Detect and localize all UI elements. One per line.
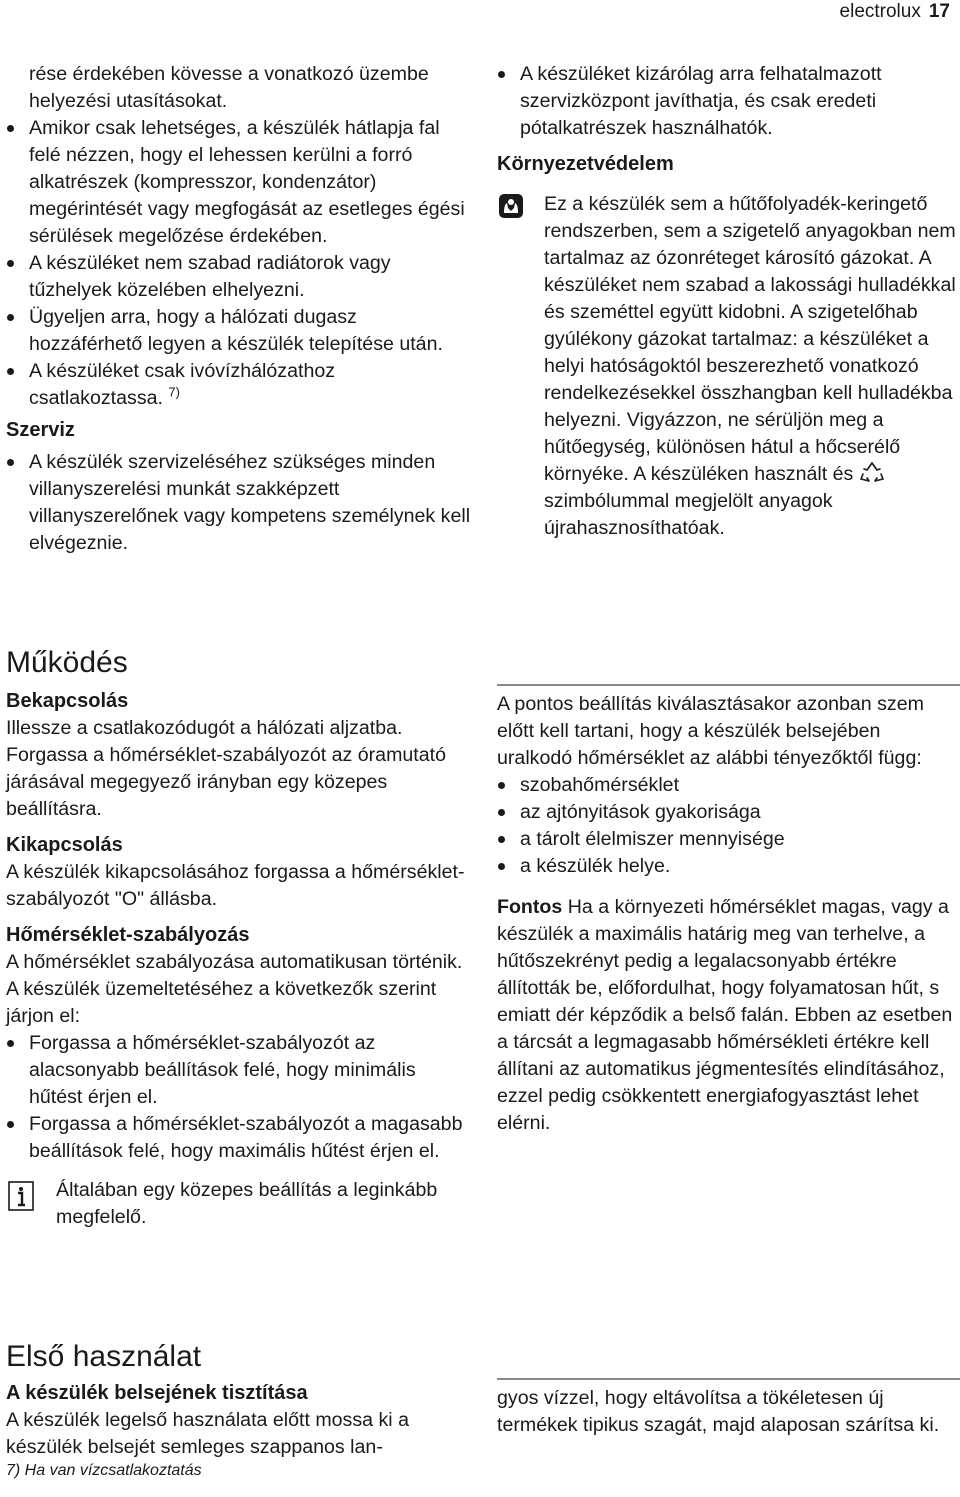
- info-text: Általában egy közepes beállítás a leginkább megfelelő.: [56, 1179, 438, 1228]
- list-item: a tárolt élelmiszer mennyisége: [497, 826, 957, 853]
- cleaning-heading: A készülék belsejének tisztítása: [6, 1382, 308, 1404]
- brand-name: electrolux: [839, 1, 921, 22]
- operation-right-column: [497, 691, 957, 1137]
- list-item: [6, 358, 471, 412]
- section-divider: [497, 1378, 960, 1380]
- safety-left-column: [6, 61, 471, 557]
- safety-right-column: [497, 61, 957, 542]
- important-label: Fontos: [497, 896, 563, 918]
- list-item: szobahőmérséklet: [497, 772, 957, 799]
- temperature-bullet-list: [6, 1030, 471, 1165]
- list-item: Forgassa a hőmérséklet-szabályozót a magasabb beállítások felé, hogy maximális hűtést érjen el.: [6, 1111, 471, 1165]
- environment-note: [497, 191, 957, 542]
- list-item: Ügyeljen arra, hogy a hálózati dugasz hozzáférhető legyen a készülék telepítése után.: [6, 304, 471, 358]
- environment-text-part: szimbólummal megjelölt anyagok újrahasznosíthatóak.: [544, 490, 833, 539]
- switch-off-text: A készülék kikapcsolásához forgassa a hőmérséklet-szabályozót "O" állásba.: [6, 861, 465, 910]
- temperature-heading: Hőmérséklet-szabályozás: [6, 924, 250, 946]
- page-header: [840, 0, 950, 24]
- info-note: [6, 1177, 471, 1231]
- switch-on-text: Illessze a csatlakozódugót a hálózati aljzatba. Forgassa a hőmérséklet-szabályozót az óramutató járásával megegyező irányban egy közepes beállításra.: [6, 717, 446, 820]
- section-divider: [497, 684, 960, 686]
- temperature-text: A készülék üzemeltetéséhez a következők szerint járjon el:: [6, 978, 437, 1027]
- info-icon: [8, 1181, 34, 1211]
- environment-text: [544, 191, 957, 542]
- environment-text-part: Ez a készülék sem a hűtőfolyadék-keringető rendszerben, sem a szigetelő anyagokban nem tartalmaz az ózonréteget károsító gázokat. A készüléket nem szabad a lakossági hulladékkal és szeméttel együtt kidobni. A szigetelőhab gyúlékony gázokat tartalmaz: a készüléket a helyi hatóságoktól beszerezhető vonatkozó rendelkezésekkel összhangban kell hulladékba helyezni. Vigyázzon, ne sérüljön meg a hűtőegység, különösen hátul a hőcserélő környéke. A készüléken használt és: [544, 193, 956, 485]
- footnote: 7) Ha van vízcsatlakoztatás: [6, 1462, 202, 1479]
- switch-off-heading: Kikapcsolás: [6, 834, 123, 856]
- important-note: [497, 894, 957, 1137]
- list-item: a készülék helye.: [497, 853, 957, 880]
- list-item: A készüléket nem szabad radiátorok vagy tűzhelyek közelében elhelyezni.: [6, 250, 471, 304]
- eco-hands-icon: [499, 194, 523, 218]
- cleaning-text: A készülék legelső használata előtt mossa ki a készülék belsejét semleges szappanos lan-: [6, 1409, 409, 1458]
- temperature-text: A hőmérséklet szabályozása automatikusan történik.: [6, 951, 463, 973]
- first-use-left-column: [6, 1338, 471, 1481]
- service-bullet-list-right: [497, 61, 957, 142]
- page-number: 17: [928, 1, 950, 22]
- list-item-text: A készüléket csak ivóvízhálózathoz csatlakoztassa.: [29, 360, 336, 409]
- list-item: A készüléket kizárólag arra felhatalmazott szervizközpont javíthatja, és csak eredeti pótalkatrészek használhatók.: [497, 61, 957, 142]
- operation-left-column: [6, 644, 471, 1231]
- switch-on-heading: Bekapcsolás: [6, 690, 129, 712]
- settings-intro: A pontos beállítás kiválasztásakor azonban szem előtt kell tartani, hogy a készülék belsejében uralkodó hőmérséklet az alábbi tényezőktől függ:: [497, 693, 924, 769]
- intro-continuation: rése érdekében kövesse a vonatkozó üzembe helyezési utasításokat.: [29, 63, 429, 112]
- list-item: az ajtónyitások gyakorisága: [497, 799, 957, 826]
- service-heading: Szerviz: [6, 419, 75, 441]
- service-bullet-list: [6, 449, 471, 557]
- first-use-right-column: [497, 1385, 957, 1439]
- list-item: A készülék szervizeléséhez szükséges minden villanyszerelési munkát szakképzett villanyszerelőnek vagy kompetens személynek kell elvégeznie.: [6, 449, 471, 557]
- footnote-ref: 7): [168, 384, 180, 400]
- first-use-title: Első használat: [6, 1340, 202, 1373]
- recycle-icon: [859, 461, 885, 483]
- list-item: Forgassa a hőmérséklet-szabályozót az alacsonyabb beállítások felé, hogy minimális hűtést érjen el.: [6, 1030, 471, 1111]
- operation-title: Működés: [6, 646, 128, 679]
- important-text: Ha a környezeti hőmérséklet magas, vagy a készülék a maximális határig meg van terhelve, a hűtőszekrényt pedig a legalacsonyabb értékre állították be, előfordulhat, hogy folyamatosan hűt, s emiatt dér képződik a belső falán. Ebben az esetben a tárcsát a legmagasabb hőmérsékleti értékre kell állítani az automatikus jégmentesítés elindításához, ezzel pedig csökkentett energiafogyasztást lehet elérni.: [497, 896, 953, 1134]
- factors-list: [497, 772, 957, 880]
- environment-heading: Környezetvédelem: [497, 153, 674, 175]
- safety-bullet-list: [6, 115, 471, 412]
- list-item: Amikor csak lehetséges, a készülék hátlapja fal felé nézzen, hogy el lehessen kerülni a forró alkatrészek (kompresszor, kondenzátor) megérintését vagy megfogását az esetleges égési sérülések megelőzése érdekében.: [6, 115, 471, 250]
- cleaning-text-continued: gyos vízzel, hogy eltávolítsa a tökéletesen új termékek tipikus szagát, majd alaposan szárítsa ki.: [497, 1387, 940, 1436]
